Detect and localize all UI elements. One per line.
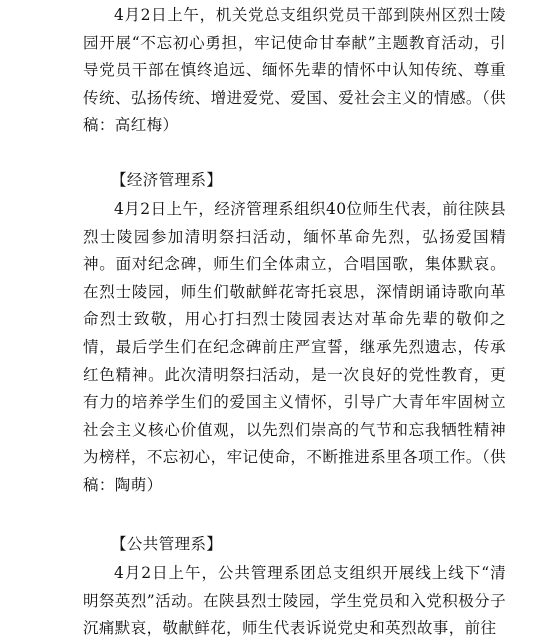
paragraph-public-admin-dept: 4月2日上午，公共管理系团总支组织开展线上线下“清明祭英烈”活动。在陕县烈士陵园，学生党员和入党积极分子沉痛默哀，敬献鲜花，师生代表诉说党史和英烈故事，前往 (83, 564, 506, 638)
heading-public-admin-dept: 【公共管理系】 (111, 535, 223, 553)
heading-economics-dept: 【经济管理系】 (111, 171, 223, 189)
paragraph-economics-dept: 4月2日上午，经济管理系组织40位师生代表，前往陕县烈士陵园参加清明祭扫活动，缅怀革命先烈，弘扬爱国精神。面对纪念碑，师生们全体肃立，合唱国歌，集体默哀。在烈士陵园，师生们敬献鲜花寄托哀思，深情朗诵诗歌向革命烈士致敬，用心打扫烈士陵园表达对革命先辈的敬仰之情，最后学生们在纪念碑前庄严宣誓，继承先烈遗志，传承红色精神。此次清明祭扫活动，是一次良好的党性教育，更有力的培养学生们的爱国主义情怀，引导广大青年牢固树立社会主义核心价值观，以先烈们崇高的气节和忘我牺牲精神为榜样，不忘初心，牢记使命，不断推进系里各项工作。（供稿：陶萌） (83, 200, 506, 494)
paragraph-party-branch: 4月2日上午，机关党总支组织党员干部到陕州区烈士陵园开展“不忘初心勇担，牢记使命甘奉献”主题教育活动，引导党员干部在慎终追远、缅怀先辈的情怀中认知传统、尊重传统、弘扬传统、增进爱党、爱国、爱社会主义的情感。（供稿：高红梅） (83, 6, 506, 135)
